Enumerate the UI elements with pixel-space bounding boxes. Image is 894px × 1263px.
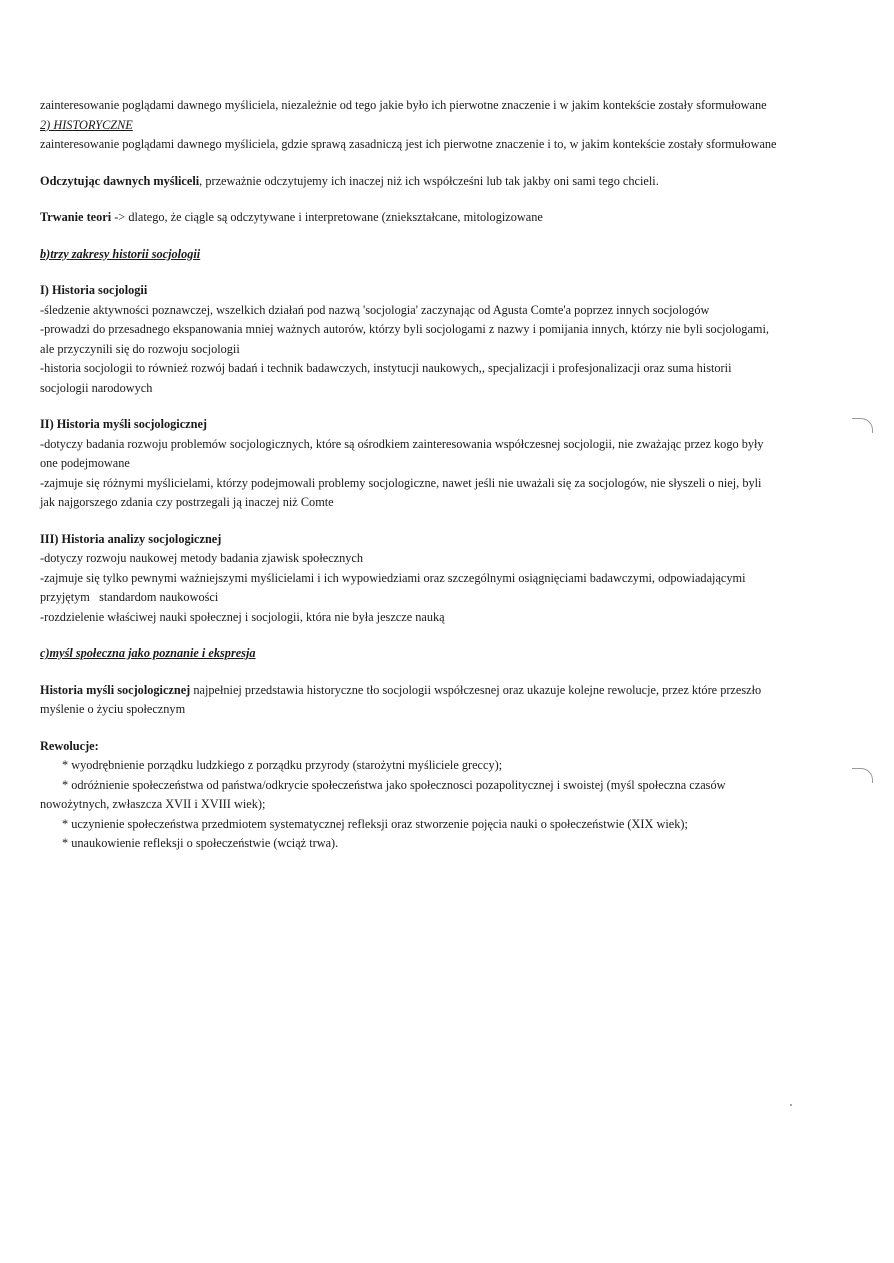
rewolucje-item-2-line-1: * odróżnienie społeczeństwa od państwa/odkrycie społeczeństwa jako społecznosci pozapolitycznej i swoistej (myśl społeczna czasów bbox=[62, 777, 726, 792]
rewolucje-item-3: * uczynienie społeczeństwa przedmiotem systematycznej refleksji oraz stworzenie pojęcia nauki o społeczeństwie (XIX wiek); bbox=[62, 816, 688, 831]
historia-mysli-item-2-line-2: jak najgorszego zdania czy postrzegali ją inaczej niż Comte bbox=[40, 495, 334, 509]
historia-socjologii-item-3-line-2: socjologii narodowych bbox=[40, 380, 153, 395]
historia-socjologii-item-1: -śledzenie aktywności poznawczej, wszelkich działań pod nazwą 'socjologia' zaczynając od Agusta Comte'a poprzez innych socjologów bbox=[40, 302, 710, 317]
heading-historia-mysli: II) Historia myśli socjologicznej bbox=[40, 417, 208, 431]
rewolucje-item-1: * wyodrębnienie porządku ludzkiego z porządku przyrody (starożytni myśliciele greccy); bbox=[62, 758, 503, 772]
odczytujac-bold: Odczytując dawnych myśliceli bbox=[40, 173, 200, 188]
historia-mysli-para-bold: Historia myśli socjologicznej bbox=[40, 682, 191, 697]
historia-analizy-item-3: -rozdzielenie właściwej nauki społecznej i socjologii, która nie była jeszcze nauką bbox=[40, 609, 445, 624]
odczytujac-rest: , przeważnie odczytujemy ich inaczej niż ich współcześni lub tak jakby oni sami tego chcieli. bbox=[199, 173, 659, 188]
historia-mysli-item-2-line-1: -zajmuje się różnymi myślicielami, którzy podejmowali problemy socjologiczne, nawet jeśli nie uważali się za socjologów, nie słyszeli o niej, byli bbox=[40, 475, 762, 490]
para-interpretacyjne-line: zainteresowanie poglądami dawnego myśliciela, niezależnie od tego jakie było ich pierwotne znaczenie i w jakim kontekście zostały sformułowane bbox=[40, 98, 767, 112]
para-historyczne-line: zainteresowanie poglądami dawnego myśliciela, gdzie sprawą zasadniczą jest ich pierwotne znaczenie i to, w jakim kontekście zostały sformułowane bbox=[40, 137, 777, 151]
scan-mark-lower bbox=[852, 768, 873, 783]
para-historia-mysli-line-1 bbox=[40, 681, 852, 701]
historia-analizy-item-1: -dotyczy rozwoju naukowej metody badania zjawisk społecznych bbox=[40, 551, 364, 565]
historia-socjologii-item-3-line-1: -historia socjologii to również rozwój badań i technik badawczych, instytucji naukowych,, specjalizacji i profesjonalizacji oraz suma historii bbox=[40, 361, 732, 375]
historia-socjologii-item-2-line-1: -prowadzi do przesadnego ekspanowania mniej ważnych autorów, którzy byli socjologami z nazwy i pomijania innych, którzy nie byli socjologami, bbox=[40, 322, 769, 336]
para-historia-mysli-line-2: myślenie o życiu społecznym bbox=[40, 702, 186, 716]
historia-socjologii-item-2-line-2: ale przyczynili się do rozwoju socjologii bbox=[40, 341, 240, 356]
heading-historyczne: 2) HISTORYCZNE bbox=[40, 117, 133, 132]
rewolucje-item-2-line-2: nowożytnych, zwłaszcza XVII i XVIII wiek); bbox=[40, 797, 266, 811]
scan-mark-upper bbox=[852, 418, 873, 433]
historia-mysli-para-rest: najpełniej przedstawia historyczne tło socjologii współczesnej oraz ukazuje kolejne rewolucje, przez które przeszło bbox=[190, 682, 762, 697]
scan-speck bbox=[790, 1104, 792, 1106]
heading-historia-analizy: III) Historia analizy socjologicznej bbox=[40, 531, 222, 546]
trwanie-bold: Trwanie teori bbox=[40, 210, 112, 224]
para-odczytujac bbox=[40, 172, 852, 192]
historia-mysli-item-1-line-1: -dotyczy badania rozwoju problemów socjologicznych, które są ośrodkiem zainteresowania współczesnej socjologii, nie zważając przez kogo były bbox=[40, 436, 764, 451]
rewolucje-item-4: * unaukowienie refleksji o społeczeństwie (wciąż trwa). bbox=[62, 836, 339, 850]
heading-historia-socjologii: I) Historia socjologii bbox=[40, 283, 148, 297]
heading-section-c: c)myśl społeczna jako poznanie i ekspresja bbox=[40, 646, 256, 660]
heading-section-b: b)trzy zakresy historii socjologii bbox=[40, 246, 201, 261]
historia-mysli-item-1-line-2: one podejmowane bbox=[40, 456, 130, 470]
trwanie-rest: -> dlatego, że ciągle są odczytywane i interpretowane (zniekształcane, mitologizowane bbox=[111, 210, 543, 224]
para-trwanie bbox=[40, 208, 852, 228]
heading-rewolucje: Rewolucje: bbox=[40, 738, 99, 753]
historia-analizy-item-2-line-2: przyjętym standardom naukowości bbox=[40, 590, 219, 604]
historia-analizy-item-2-line-1: -zajmuje się tylko pewnymi ważniejszymi myślicielami i ich wypowiedziami oraz szczególnymi osiągnięciami badawczymi, odpowiadającymi bbox=[40, 570, 746, 585]
document-page bbox=[40, 96, 852, 854]
